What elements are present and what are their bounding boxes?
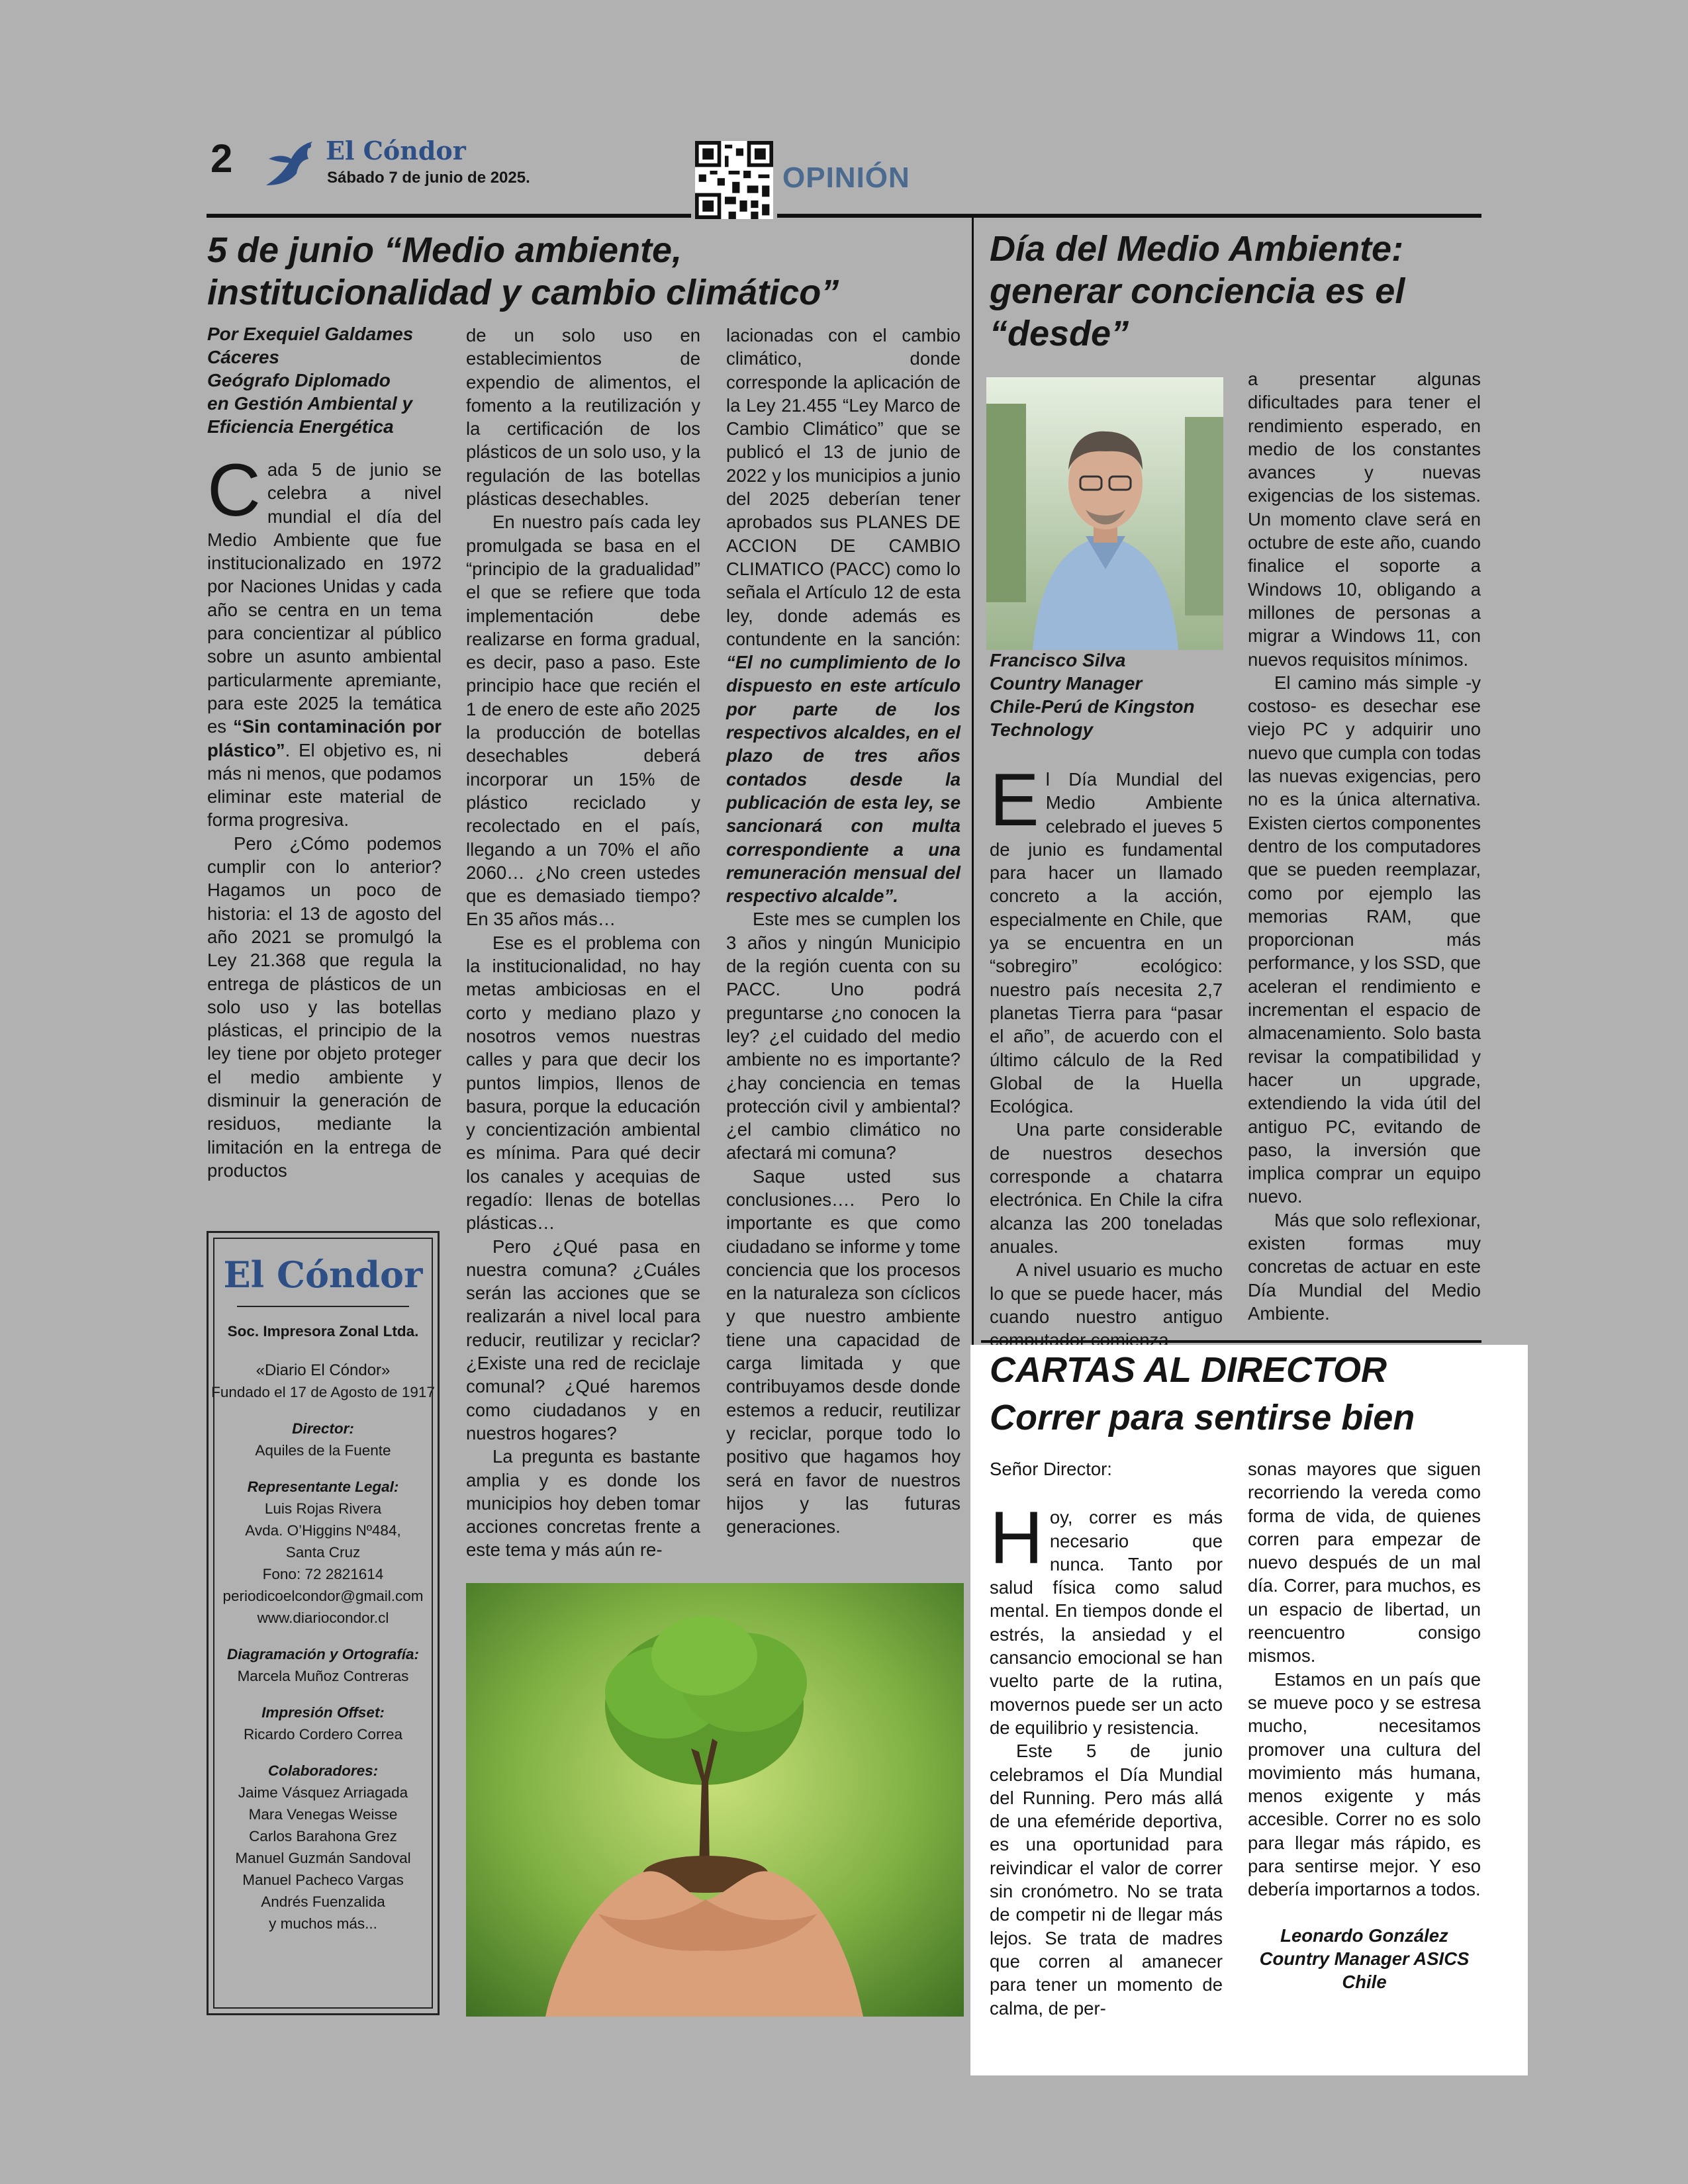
article1-col3: lacionadas con el cambio climático, donde corresponde la aplicación de la Ley 21.455 “Ley Marco de Cambio Climático” que se publicó el 13 de junio de 2022 y los municipios a junio del 2025 deberían tener aprobados sus PLANES DE ACCION DE CAMBIO CLIMATICO (PACC) como lo señala el Artículo 12 de esta ley, donde además es contundente en la sanción: “El no cumplimiento de lo dispuesto en este artículo por parte de los respectivos alcaldes, en el plazo de tres años contados desde la publicación de esta ley, se sancionará con multa correspondiente a una remuneración mensual del respectivo alcalde”. Este mes se cumplen los 3 años y ningún Municipio de la región cuenta con su PACC. Uno podrá preguntarse ¿no conocen la ley? ¿el cuidado del medio ambiente no es importante? ¿hay conciencia en temas protección civil y ambiental? ¿el cambio climático no afectará mi comuna? Saque usted sus conclusiones…. Pero lo importante es que como ciudadano se informe y tome conciencia que los procesos en la naturaleza son cíclicos y que nuestro ambiente tiene una capacidad de carga limitada y que contribuyamos desde donde estemos a reducir, reutilizar y reciclar, porque todo lo positivo que hagamos hoy será en favor de nuestros hijos y las futuras generaciones.: [726, 325, 961, 1537]
article1-body-col1: Cada 5 de junio se celebra a nivel mundial el día del Medio Ambiente que fue institucionalizado en 1972 por Naciones Unidas y cada año se centra en un tema para concientizar al público sobre un asunto ambiental particularmente apremiante, para este 2025 la temática es “Sin contaminación por plástico”. El objetivo es, ni más ni menos, que podamos eliminar este material de forma progresiva. Pero ¿Cómo podemos cumplir con lo anterior? Hagamos un poco de historia: el 13 de agosto del año 2021 se promulgó la Ley 21.368 que regula la entrega de plásticos de un solo uso y las botellas plásticas, el principio de la ley tiene por objeto proteger el medio ambiente y disminuir la generación de residuos, mediante la limitación en la entrega de productos: [207, 449, 442, 1181]
header-rule-right: [777, 214, 1481, 218]
drop-cap: E: [990, 758, 1039, 841]
letters-col1: Señor Director: Hoy, correr es más necesario que nunca. Tanto por salud física como salud mental. En tiempos donde el estrés, la ansiedad y el cansancio emocional se han vuelto parte de la rutina, movernos puede ser un acto de equilibrio y resistencia. Este 5 de junio celebramos el Día Mundial del Running. Pero más allá de una efeméride deportiva, es una oportunidad para reivindicar el valor de correr sin cronómetro. No se trata de competir ni de llegar más lejos. Se trata de madres que corren al amanecer para tener un momento de calma, de per-: [990, 1459, 1223, 2019]
letters-signature: Leonardo González Country Manager ASICS Chile: [1259, 1925, 1470, 1993]
article1-col1: [207, 322, 442, 1182]
masthead-rule: [237, 1306, 409, 1307]
qr-code-icon[interactable]: [695, 141, 773, 219]
author-photo: [986, 377, 1223, 650]
drop-cap: C: [207, 449, 261, 531]
masthead-box: El Cóndor Soc. Impresora Zonal Ltda. «Diario El Cóndor» Fundado el 17 de Agosto de 1917 Director: Aquiles de la Fuente Representante Legal: Luis Rojas Rivera Avda. O’Higgins Nº484, Santa Cruz Fono: 72 2821614 periodicoelcondor@gmail.com www.diariocondor.cl Diagramación y Ortografía: Marcela Muñoz Contreras Impresión Offset: Ricardo Cordero Correa Colaboradores: Jaime Vásquez Arriagada Mara Venegas Weisse Carlos Barahona Grez Manuel Guzmán Sandoval Manuel Pacheco Vargas Andrés Fuenzalida y muchos más...: [207, 1231, 440, 2015]
masthead-company: Soc. Impresora Zonal Ltda.: [227, 1323, 419, 1340]
header-logo: El Cóndor: [326, 136, 466, 165]
article2-title: Día del Medio Ambiente: generar conciencia es el “desde”: [990, 229, 1405, 353]
masthead-logo: El Cóndor: [223, 1253, 423, 1296]
masthead-founded: Fundado el 17 de Agosto de 1917: [211, 1384, 435, 1400]
section-label: OPINIÓN: [782, 161, 910, 194]
article1-col2: de un solo uso en establecimientos de expendio de alimentos, el fomento a la reutilización y la certificación de los plásticos de un solo uso, y la regulación de las botellas plásticas desechables. En nuestro país cada ley promulgada se basa en el “principio de la gradualidad” el que se refiere que toda implementación debe realizarse en forma gradual, es decir, paso a paso. Este principio hace que recién el 1 de enero de este año 2025 la producción de botellas desechables deberá incorporar un 15% de plástico reciclado y recolectado en el país, llegando a un 70% el año 2060… ¿No creen ustedes que es demasiado tiempo? En 35 años más… Ese es el problema con la institucionalidad, no hay metas ambiciosas en el corto y mediano plazo y nosotros vemos nuestras calles y para que decir los puntos limpios, llenos de basura, porque la educación y concientización ambiental es mínima. Para qué decir los canales y acequias de regadío: llenas de botellas plásticas… Pero ¿Qué pasa en nuestra comuna? ¿Cuáles serán las acciones que se realizarán a nivel local para reducir, reutilizar y reciclar? ¿Existe una red de reciclaje comunal? ¿Qué haremos como ciudadanos y en nuestros hogares? La pregunta es bastante amplia y es donde los municipios hoy deben tomar acciones concretas frente a este tema y más aún re-: [466, 325, 700, 1561]
masthead-website[interactable]: www.diariocondor.cl: [257, 1610, 389, 1626]
letters-salutation: Señor Director:: [990, 1459, 1112, 1479]
masthead-email[interactable]: periodicoelcondor@gmail.com: [222, 1588, 424, 1604]
article1-byline: Por Exequiel Galdames Cáceres Geógrafo Diplomado en Gestión Ambiental y Eficiencia Energética: [207, 324, 414, 437]
article2-col2: a presentar algunas dificultades para tener el rendimiento esperado, en medio de los constantes avances y nuevas exigencias de los sistemas. Un momento clave será en octubre de este año, cuando finalice el soporte a Windows 10, obligando a millones de personas a migrar a Windows 11, con nuevos requisitos mínimos. El camino más simple -y costoso- es desechar ese viejo PC y adquirir uno nuevo que cumpla con todas las nuevas exigencias, pero no es la única alternativa. Existen ciertos componentes dentro de los computadores que se pueden reemplazar, como por ejemplo las memorias RAM, que proporcionan más performance, y los SSD, que aceleran el rendimiento e incrementan el espacio de almacenamiento. Solo basta revisar la compatibilidad y hacer un upgrade, extendiendo la vida útil del antiguo PC, evitando de paso, la inversión que implica comprar un equipo nuevo. Más que solo reflexionar, existen formas muy concretas de actuar en este Día Mundial del Medio Ambiente.: [1248, 369, 1481, 1324]
article1-title: 5 de junio “Medio ambiente, institucionalidad y cambio climático”: [207, 230, 839, 312]
eagle-icon: [265, 139, 319, 193]
article2-col1: El Día Mundial del Medio Ambiente celebrado el jueves 5 de junio es fundamental para hacer un llamado concreto a la acción, especialmente en Chile, que ya se encuentra en un “sobregiro” ecológico: nuestro país necesita 2,7 planetas Tierra para “pasar el año”, de acuerdo con el último cálculo de la Red Global de la Huella Ecológica. Una parte considerable de nuestros desechos corresponde a chatarra electrónica. En Chile la cifra alcanza las 200 toneladas anuales. A nivel usuario es mucho lo que se puede hacer, más cuando nuestro antiguo: [990, 758, 1223, 1327]
letters-section: CARTAS AL DIRECTOR: [990, 1350, 1387, 1390]
header-rule-left: [207, 214, 691, 218]
letters-col2: sonas mayores que siguen recorriendo la vereda como forma de vida, de quienes corren para empezar de nuevo después de un mal día. Correr, para muchos, es un espacio de libertad, un reencuentro consigo mismos. Estamos en un país que se mueve poco y se estresa mucho, necesitamos promover una cultura del movimiento más humana, menos exigente y más accesible. Correr no es solo para llegar más rápido, es para sentirse mejor. Y eso debería importarnos a todos. Leonardo González Country Manager ASICS Chile: [1248, 1457, 1481, 1994]
drop-cap: H: [990, 1496, 1043, 1580]
masthead-director: Aquiles de la Fuente: [255, 1442, 391, 1459]
author-caption: Francisco Silva Country Manager Chile-Perú de Kingston Technology: [990, 650, 1195, 740]
letters-rule: [981, 1340, 1481, 1343]
issue-date: Sábado 7 de junio de 2025.: [327, 169, 530, 187]
letters-title: Correr para sentirse bien: [990, 1398, 1415, 1437]
page-number: 2: [211, 136, 233, 181]
masthead-paper: «Diario El Cóndor»: [256, 1361, 391, 1379]
tree-in-hands-image: [466, 1583, 964, 2017]
